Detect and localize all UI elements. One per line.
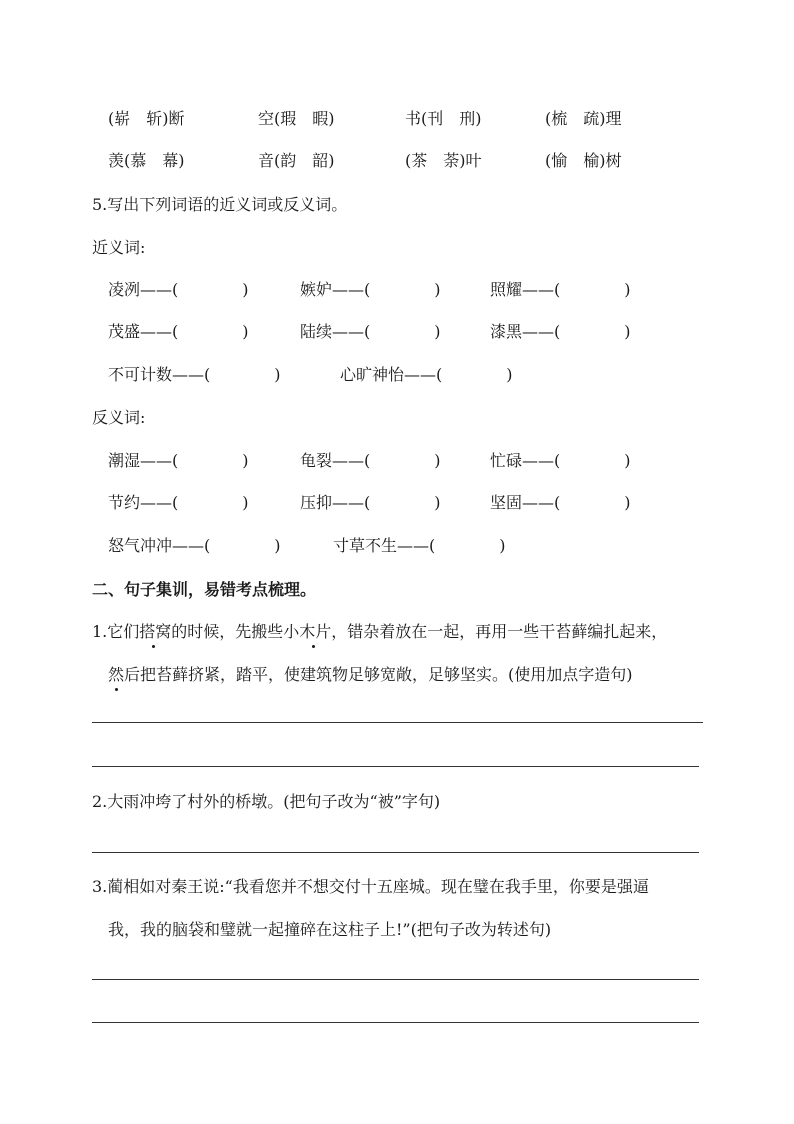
- answer-line[interactable]: [92, 1022, 699, 1023]
- pick-item: 羡(慕 幕): [108, 151, 185, 170]
- antonym-label: 反义词:: [92, 408, 146, 427]
- antonym-item: 节约——( ): [108, 493, 249, 512]
- synonym-label: 近义词:: [92, 238, 146, 257]
- synonym-item: 心旷神怡——( ): [340, 365, 513, 384]
- synonym-item: 照耀——( ): [490, 280, 631, 299]
- synonym-item: 凌冽——( ): [108, 280, 249, 299]
- antonym-item: 坚固——( ): [490, 493, 631, 512]
- question-1-line-2: 然后把苔藓挤紧，踏平，使建筑物足够宽敞，足够坚实。(使用加点字造句): [108, 665, 633, 684]
- synonym-item: 茂盛——( ): [108, 322, 249, 341]
- pick-item: (茶 荼)叶: [405, 151, 482, 170]
- pick-item: (梳 疏)理: [545, 109, 622, 128]
- antonym-item: 潮湿——( ): [108, 451, 249, 470]
- question-3-line-1: 3.蔺相如对秦王说:“我看您并不想交付十五座城。现在璧在我手里，你要是强逼: [92, 877, 649, 896]
- pick-item: 音(韵 韶): [258, 151, 335, 170]
- answer-line[interactable]: [92, 766, 699, 767]
- synonym-item: 漆黑——( ): [490, 322, 631, 341]
- section-2-heading: 二、句子集训，易错考点梳理。: [92, 580, 317, 599]
- synonym-item: 嫉妒——( ): [300, 280, 441, 299]
- synonym-item: 不可计数——( ): [108, 365, 281, 384]
- emphasis-dot: [152, 645, 155, 648]
- synonym-item: 陆续——( ): [300, 322, 441, 341]
- question-2: 2.大雨冲垮了村外的桥墩。(把句子改为“被”字句): [92, 792, 441, 811]
- antonym-item: 寸草不生——( ): [333, 536, 506, 555]
- pick-item: 书(刊 刑): [405, 109, 482, 128]
- pick-item: (崭 斩)断: [108, 109, 185, 128]
- pick-item: 空(瑕 暇): [258, 109, 335, 128]
- answer-line[interactable]: [92, 722, 703, 723]
- emphasis-dot: [312, 645, 315, 648]
- answer-line[interactable]: [92, 852, 699, 853]
- antonym-item: 龟裂——( ): [300, 451, 441, 470]
- antonym-item: 怒气冲冲——( ): [108, 536, 281, 555]
- emphasis-dot: [115, 688, 118, 691]
- question-3-line-2: 我，我的脑袋和璧就一起撞碎在这柱子上!”(把句子改为转述句): [108, 920, 552, 939]
- question-1-line-1: 1.它们搭窝的时候，先搬些小木片，错杂着放在一起，再用一些干苔藓编扎起来，: [92, 622, 668, 641]
- question-5-title: 5.写出下列词语的近义词或反义词。: [92, 195, 348, 214]
- antonym-item: 忙碌——( ): [490, 451, 631, 470]
- pick-item: (愉 榆)树: [545, 151, 622, 170]
- answer-line[interactable]: [92, 979, 699, 980]
- antonym-item: 压抑——( ): [300, 493, 441, 512]
